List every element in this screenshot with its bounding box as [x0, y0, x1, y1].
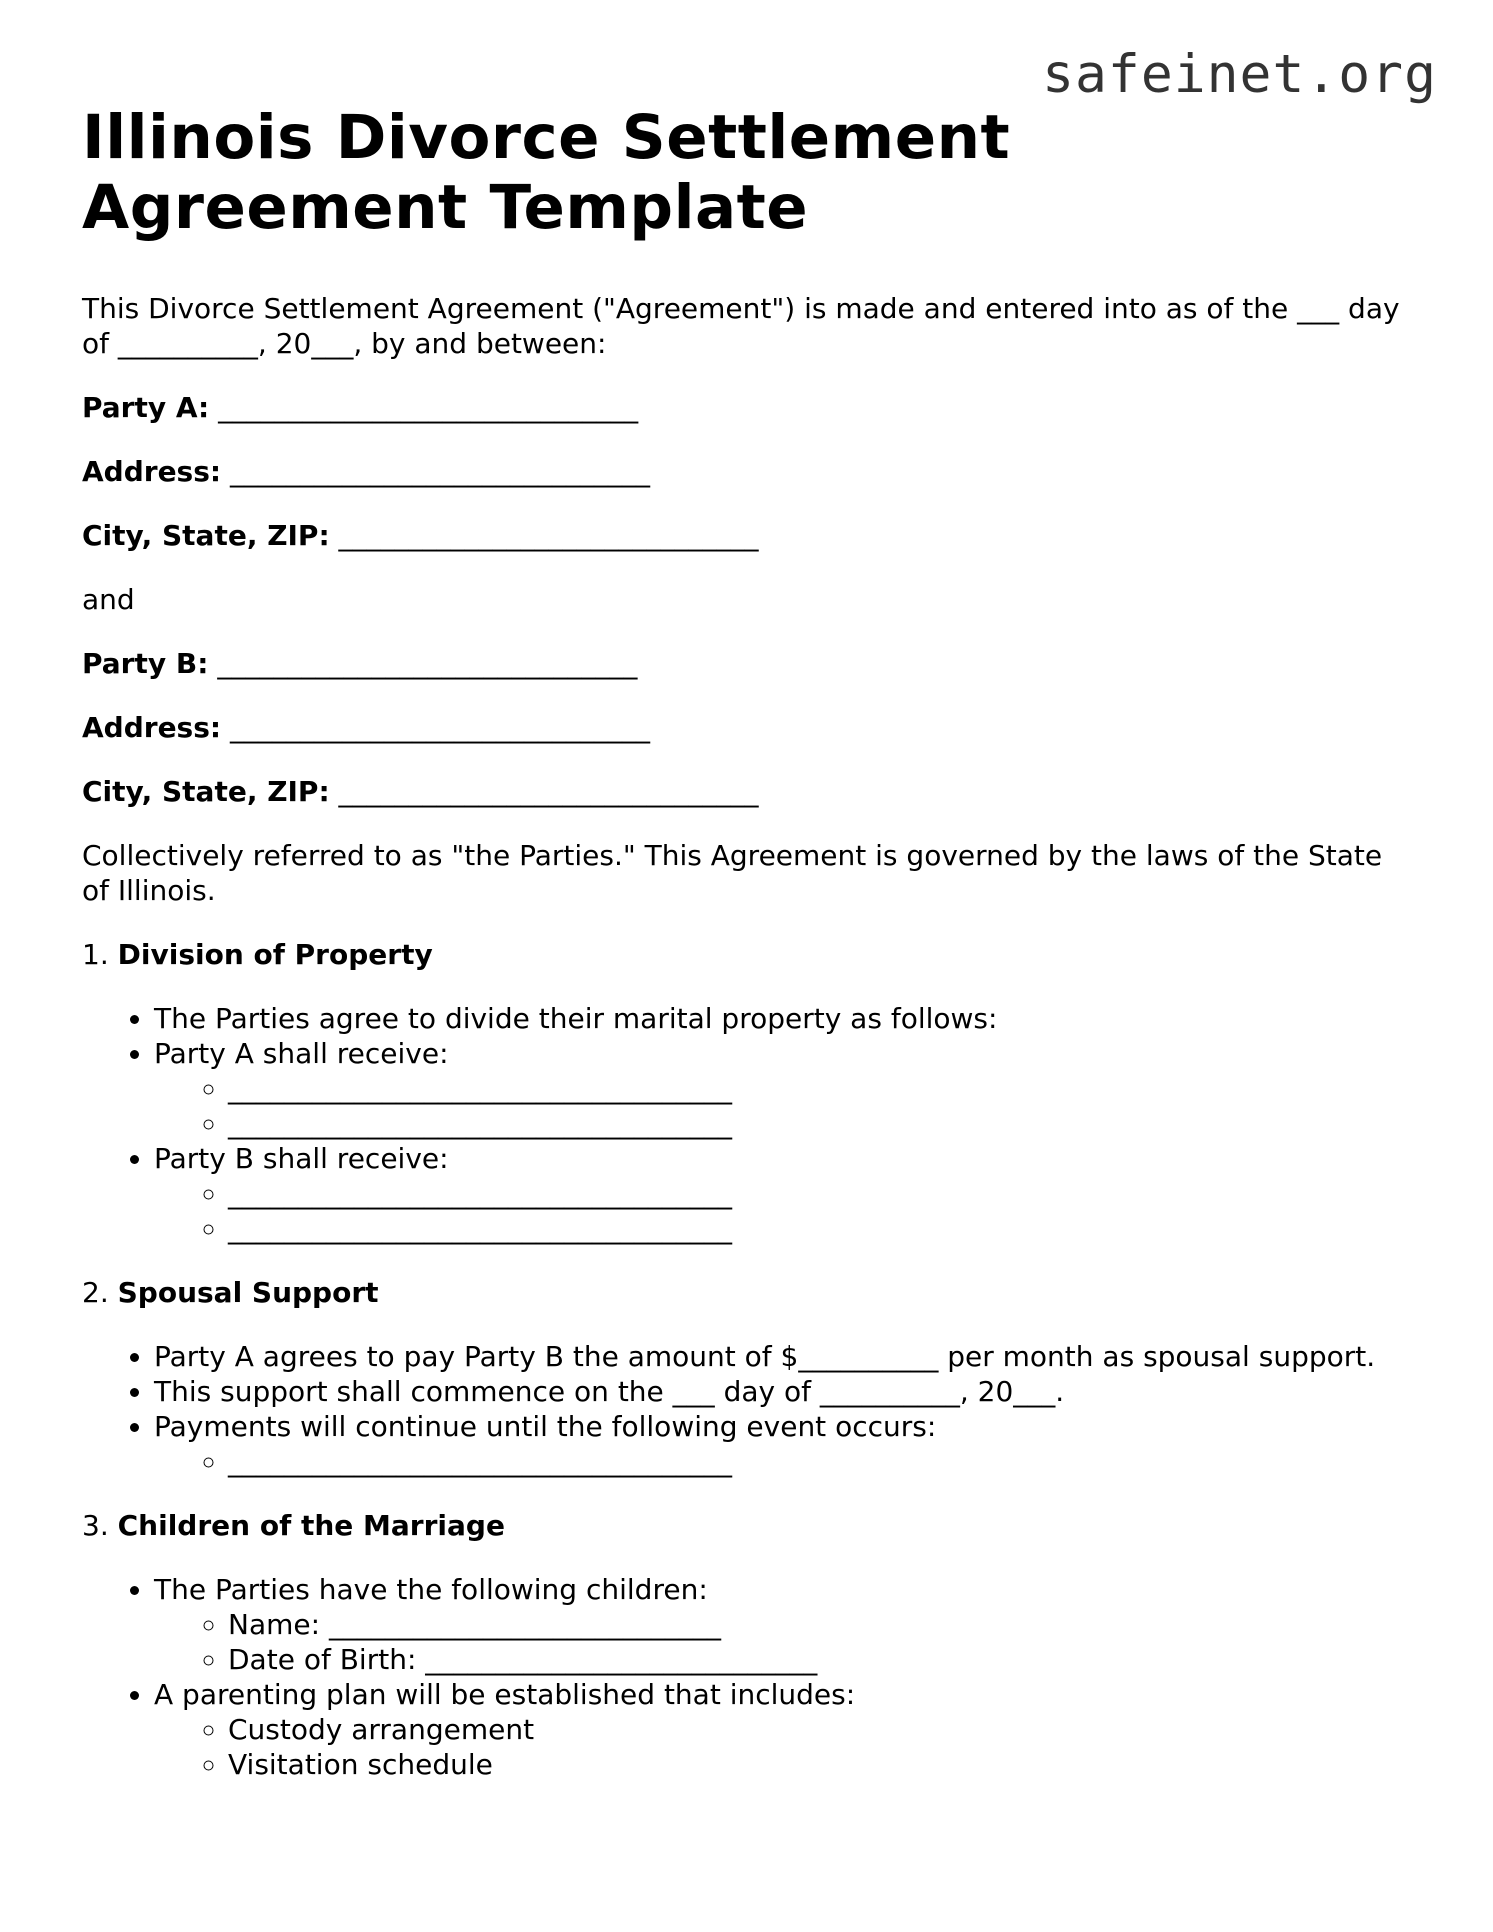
sub-list — [154, 1607, 1412, 1677]
party-a-address-label: Address: — [82, 455, 222, 488]
list-item: • A parenting plan will be established that includes: ◦ Custody arrangement ◦ Visitation schedule — [154, 1677, 1412, 1782]
section-heading-property — [82, 937, 1412, 972]
sub-list-item: ◦ ____________________________________ — [228, 1071, 1412, 1106]
section-number: 3. — [82, 1509, 109, 1542]
party-b-name-label: Party B: — [82, 647, 209, 680]
party-a-name-blank: ______________________________ — [218, 391, 639, 424]
party-a-name-line — [82, 390, 1412, 425]
party-b-city-blank: ______________________________ — [338, 775, 759, 808]
list-item: • Party A agrees to pay Party B the amount of $__________ per month as spousal support. — [154, 1339, 1412, 1374]
property-list — [82, 1001, 1412, 1246]
collective-paragraph: Collectively referred to as "the Parties." This Agreement is governed by the laws of the State of Illinois. — [82, 839, 1383, 907]
section-heading-support — [82, 1275, 1412, 1310]
party-a-address-line — [82, 454, 1412, 489]
list-item: • Payments will continue until the following event occurs: ◦ ____________________________________ — [154, 1409, 1412, 1479]
party-b-name-blank: ______________________________ — [217, 647, 638, 680]
section-number: 2. — [82, 1276, 109, 1309]
sub-list-item: ◦ ____________________________________ — [228, 1106, 1412, 1141]
list-item: • Party B shall receive: ◦ ____________________________________ ◦ ____________________________________ — [154, 1141, 1412, 1246]
section-title: Division of Property — [117, 938, 433, 971]
list-item: • This support shall commence on the ___ day of __________, 20___. — [154, 1374, 1412, 1409]
intro-paragraph: This Divorce Settlement Agreement ("Agreement") is made and entered into as of the ___ day of __________, 20___, by and between: — [82, 292, 1400, 360]
party-a-address-blank: ______________________________ — [230, 455, 650, 488]
sub-list-item: ◦ Custody arrangement — [228, 1712, 1412, 1747]
party-a-name-label: Party A: — [82, 391, 210, 424]
document-page — [82, 103, 1412, 1811]
party-b-city-label: City, State, ZIP: — [82, 775, 330, 808]
children-list — [82, 1572, 1412, 1782]
sub-list-item: ◦ ____________________________________ — [228, 1211, 1412, 1246]
sub-list-item: ◦ ____________________________________ — [228, 1444, 1412, 1479]
party-b-city-line — [82, 774, 1412, 809]
list-item: • The Parties have the following children: ◦ Name: ____________________________ ◦ Date of Birth: ____________________________ — [154, 1572, 1412, 1677]
party-a-city-label: City, State, ZIP: — [82, 519, 330, 552]
party-b-address-line — [82, 710, 1412, 745]
party-b-name-line — [82, 646, 1412, 681]
party-b-address-label: Address: — [82, 711, 222, 744]
section-title: Children of the Marriage — [117, 1509, 505, 1542]
party-b-address-blank: ______________________________ — [230, 711, 650, 744]
document-title: Illinois Divorce Settlement Agreement Template — [82, 102, 1011, 243]
sub-list — [154, 1444, 1412, 1479]
and-connector: and — [82, 583, 135, 616]
list-item: • Party A shall receive: ◦ ____________________________________ ◦ ____________________________________ — [154, 1036, 1412, 1141]
watermark: safeinet.org — [1042, 44, 1437, 105]
sub-list-item: ◦ Name: ____________________________ — [228, 1607, 1412, 1642]
support-list — [82, 1339, 1412, 1479]
sub-list-item: ◦ ____________________________________ — [228, 1176, 1412, 1211]
sub-list-item: ◦ Date of Birth: ____________________________ — [228, 1642, 1412, 1677]
party-a-city-line — [82, 518, 1412, 553]
section-title: Spousal Support — [117, 1276, 379, 1309]
sub-list — [154, 1712, 1412, 1782]
section-heading-children — [82, 1508, 1412, 1543]
section-number: 1. — [82, 938, 109, 971]
sub-list — [154, 1176, 1412, 1246]
sub-list-item: ◦ Visitation schedule — [228, 1747, 1412, 1782]
list-item: • The Parties agree to divide their marital property as follows: — [154, 1001, 1412, 1036]
party-a-city-blank: ______________________________ — [338, 519, 759, 552]
sub-list — [154, 1071, 1412, 1141]
